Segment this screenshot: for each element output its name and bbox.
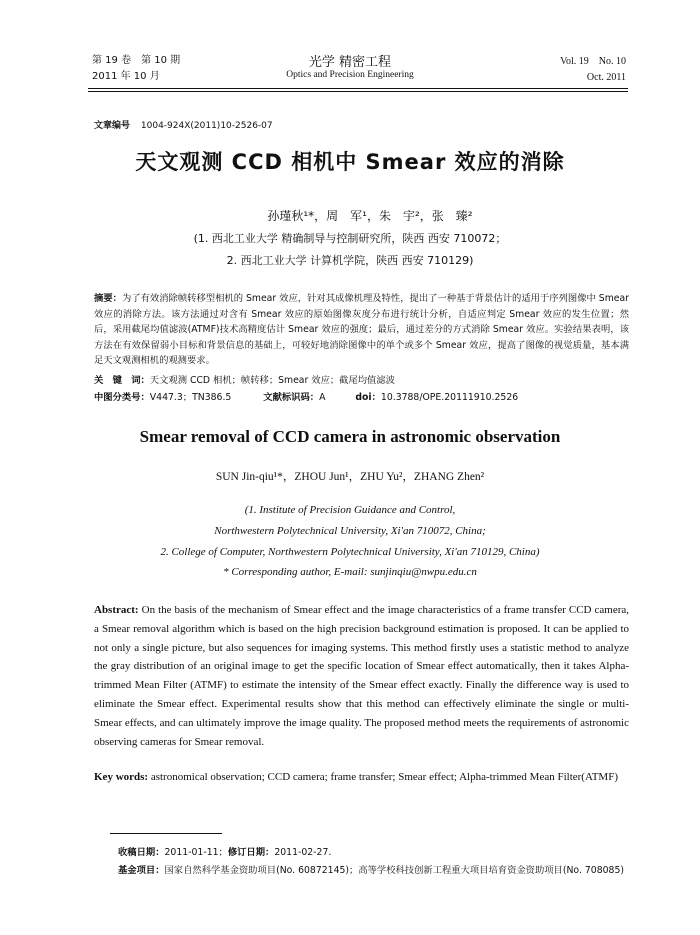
abstract-cn <box>94 291 629 369</box>
keywords-en-label: Key words: <box>94 771 149 783</box>
doi-value: 10.3788/OPE.20111910.2526 <box>380 392 519 403</box>
journal-title-cn: 光学 精密工程 <box>308 55 392 70</box>
header-volume-cn: 第 19 卷 第 10 期 <box>92 55 181 66</box>
revised-value: 2011-02-27. <box>274 847 332 858</box>
abstract-en <box>94 601 629 751</box>
received-value: 2011-01-11； <box>164 847 228 858</box>
clc-label: 中图分类号： <box>94 392 150 403</box>
article-number-value: 1004-924X(2011)10-2526-07 <box>140 121 273 131</box>
abstract-en-label: Abstract: <box>94 604 139 616</box>
classification-line <box>94 389 629 403</box>
affiliation-en-1: (1. Institute of Precision Guidance and Control, <box>244 504 456 516</box>
title-cn: 天文观测 CCD 相机中 Smear 效应的消除 <box>135 150 565 174</box>
header-rule-top <box>88 88 628 89</box>
fund-info <box>118 862 630 879</box>
doi-label: doi： <box>355 392 381 403</box>
footnote-rule <box>110 833 222 834</box>
doc-code-value: A <box>319 392 326 403</box>
authors-cn: 孙瑾秋¹*，周 军¹，朱 宇²，张 臻² <box>267 209 473 223</box>
header-rule-bottom <box>88 91 628 92</box>
journal-title-en: Optics and Precision Engineering <box>286 70 414 80</box>
corresponding-author: * Corresponding author, E-mail: sunjinqiu@nwpu.edu.cn <box>223 566 477 578</box>
revised-label: 修订日期： <box>227 847 275 858</box>
affiliation-cn-2: 2. 西北工业大学 计算机学院，陕西 西安 710129) <box>226 254 474 267</box>
abstract-cn-text: 为了有效消除帧转移型相机的 Smear 效应，针对其成像机理及特性，提出了一种基于背景估计的适用于序列图像中 Smear 效应的消除方法。该方法通过对含有 Smear 效应的原始图像灰度分布进行统计分析，自适应判定 Smear 效应的发生位置；然后，采用截尾均值滤波(ATMF)技术高精度估计 Smear 效应的强度；最后，通过差分的方式消除 Smear 效应。实验结果表明，该方法在有效保留弱小目标和背景信息的基础上，可较好地消除图像中的单个或多个 Smear 效应，提高了图像的视觉质量，基本满足天文观测相机的观测要求。 <box>94 293 629 366</box>
header-date-cn: 2011 年 10 月 <box>92 71 160 82</box>
article-number <box>94 118 273 131</box>
received-label: 收稿日期： <box>118 847 165 858</box>
doc-code-label: 文献标识码： <box>263 392 320 403</box>
keywords-cn <box>94 372 395 386</box>
received-dates <box>118 844 331 858</box>
affiliation-en-3: 2. College of Computer, Northwestern Polytechnical University, Xi'an 710129, China) <box>160 546 540 558</box>
affiliation-cn-1: (1. 西北工业大学 精确制导与控制研究所，陕西 西安 710072； <box>193 232 507 245</box>
fund-value: 国家自然科学基金资助项目(No. 60872145)；高等学校科技创新工程重大项目培育资金资助项目(No. 708085) <box>164 865 624 876</box>
header-date-en: Oct. 2011 <box>586 72 626 83</box>
affiliation-en-2: Northwestern Polytechnical University, Xi'an 710072, China; <box>214 525 486 537</box>
keywords-en <box>94 768 629 787</box>
authors-en: SUN Jin-qiu¹*，ZHOU Jun¹，ZHU Yu²，ZHANG Zhen² <box>215 471 485 483</box>
header-volume-en: Vol. 19 No. 10 <box>560 56 626 67</box>
abstract-cn-label: 摘要： <box>94 293 122 304</box>
abstract-en-text: On the basis of the mechanism of Smear effect and the image characteristics of a frame transfer CCD camera, a Smear removal algorithm which is based on the high precision background estimation is proposed. It can be applied to not only a single picture, but also sequences for imaging systems. This method firstly uses a statistic method to analyze the gray distribution of an original image to get the specific location of Smear effect automatically, then it takes Alpha-trimmed Mean Filter (ATMF) to estimate the intensity of the Smear effect exactly. Finally the difference way is used to eliminate the Smear effect. Experimental results show that this method can effectively eliminate the single or multi-Smear effects, and can ultimately improve the image quality. The proposed method meets the requirements of astronomic observing cameras for Smear removal. <box>94 604 629 748</box>
keywords-cn-text: 天文观测 CCD 相机；帧转移；Smear 效应；截尾均值滤波 <box>149 375 395 386</box>
fund-label: 基金项目： <box>118 865 165 876</box>
clc-value: V447.3；TN386.5 <box>149 392 232 403</box>
keywords-cn-label: 关 键 词： <box>94 375 150 386</box>
title-en: Smear removal of CCD camera in astronomic observation <box>139 427 561 446</box>
article-number-label: 文章编号 <box>94 121 131 131</box>
keywords-en-text: astronomical observation; CCD camera; frame transfer; Smear effect; Alpha-trimmed Mean Filter(ATMF) <box>150 771 618 783</box>
